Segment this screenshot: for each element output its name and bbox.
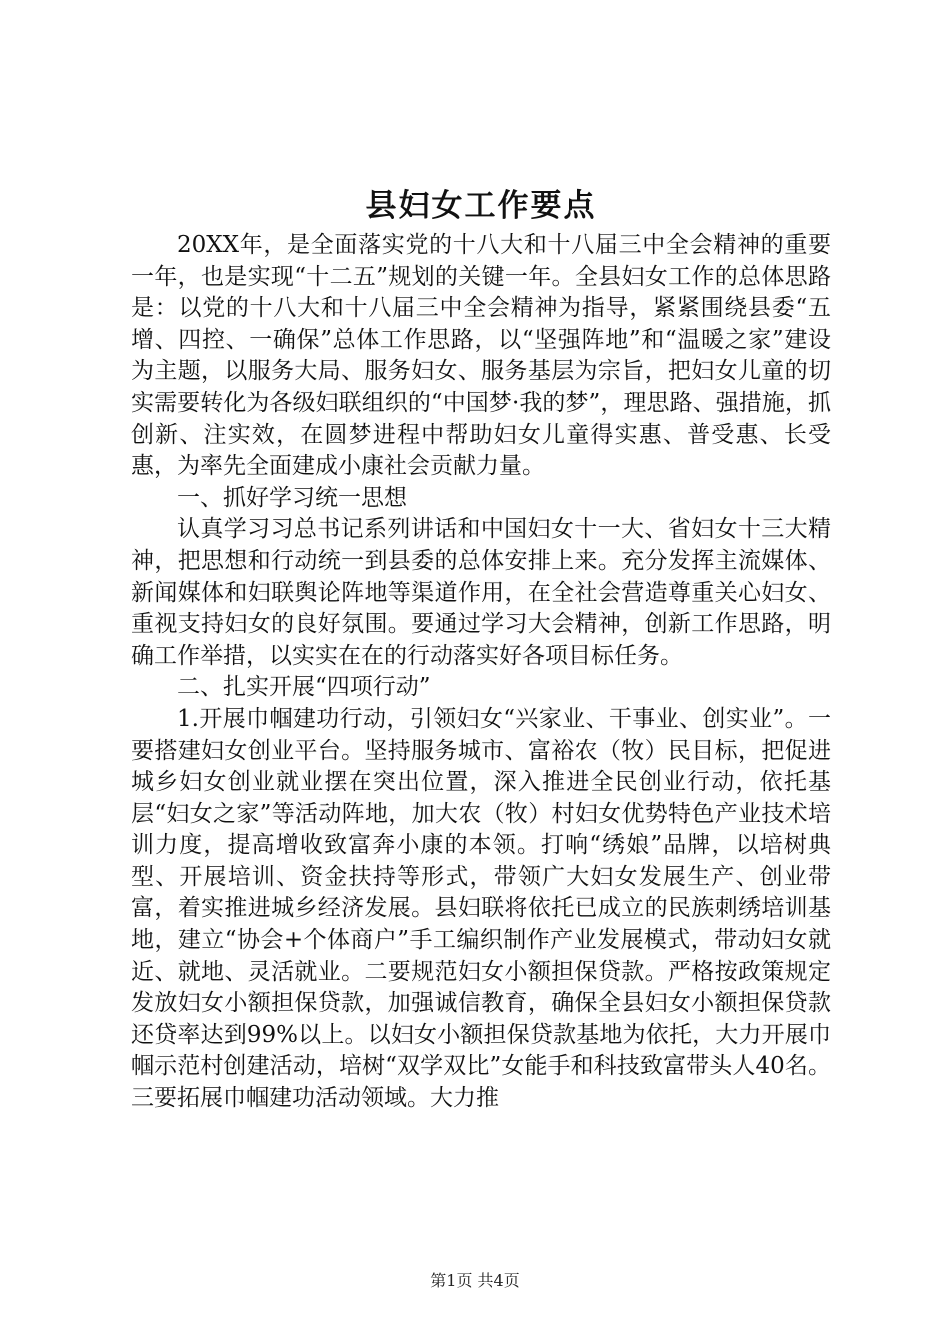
page-number-footer: 第1页 共4页 — [430, 1271, 520, 1290]
section-body-1: 认真学习习总书记系列讲话和中国妇女十一大、省妇女十三大精神，把思想和行动统一到县委的总体安排上来。充分发挥主流媒体、新闻媒体和妇联舆论阵地等渠道作用，在全社会营造尊重关心妇女、重视支持妇女的良好氛围。要通过学习大会精神，创新工作思路，明确工作举措，以实实在在的行动落实好各项目标任务。 — [131, 516, 831, 669]
section-heading-2: 二、扎实开展“四项行动” — [177, 674, 431, 701]
document-title: 县妇女工作要点 — [365, 188, 597, 224]
section-body-2: 1.开展巾帼建功行动，引领妇女“兴家业、干事业、创实业”。一要搭建妇女创业平台。坚持服务城市、富裕农（牧）民目标，把促进城乡妇女创业就业摆在突出位置，深入推进全民创业行动，依托基层“妇女之家”等活动阵地，加大农（牧）村妇女优势特色产业技术培训力度，提高增收致富奔小康的本领。打响“绣娘”品牌，以培树典型、开展培训、资金扶持等形式，带领广大妇女发展生产、创业带富，着实推进城乡经济发展。县妇联将依托已成立的民族刺绣培训基地，建立“协会+个体商户”手工编织制作产业发展模式，带动妇女就近、就地、灵活就业。二要规范妇女小额担保贷款。严格按政策规定发放妇女小额担保贷款，加强诚信教育，确保全县妇女小额担保贷款还贷率达到99%以上。以妇女小额担保贷款基地为依托，大力开展巾帼示范村创建活动，培树“双学双比”女能手和科技致富带头人40名。三要拓展巾帼建功活动领域。大力推 — [131, 705, 831, 1112]
document-body — [131, 184, 831, 1115]
intro-paragraph: 20XX年，是全面落实党的十八大和十八届三中全会精神的重要一年，也是实现“十二五”规划的关键一年。全县妇女工作的总体思路是：以党的十八大和十八届三中全会精神为指导，紧紧围绕县委“五增、四控、一确保”总体工作思路，以“坚强阵地”和“温暖之家”建设为主题，以服务大局、服务妇女、服务基层为宗旨，把妇女儿童的切实需要转化为各级妇联组织的“中国梦·我的梦”，理思路、强措施，抓创新、注实效，在圆梦进程中帮助妇女儿童得实惠、普受惠、长受惠，为率先全面建成小康社会贡献力量。 — [131, 232, 831, 480]
section-heading-1: 一、抓好学习统一思想 — [177, 484, 407, 511]
